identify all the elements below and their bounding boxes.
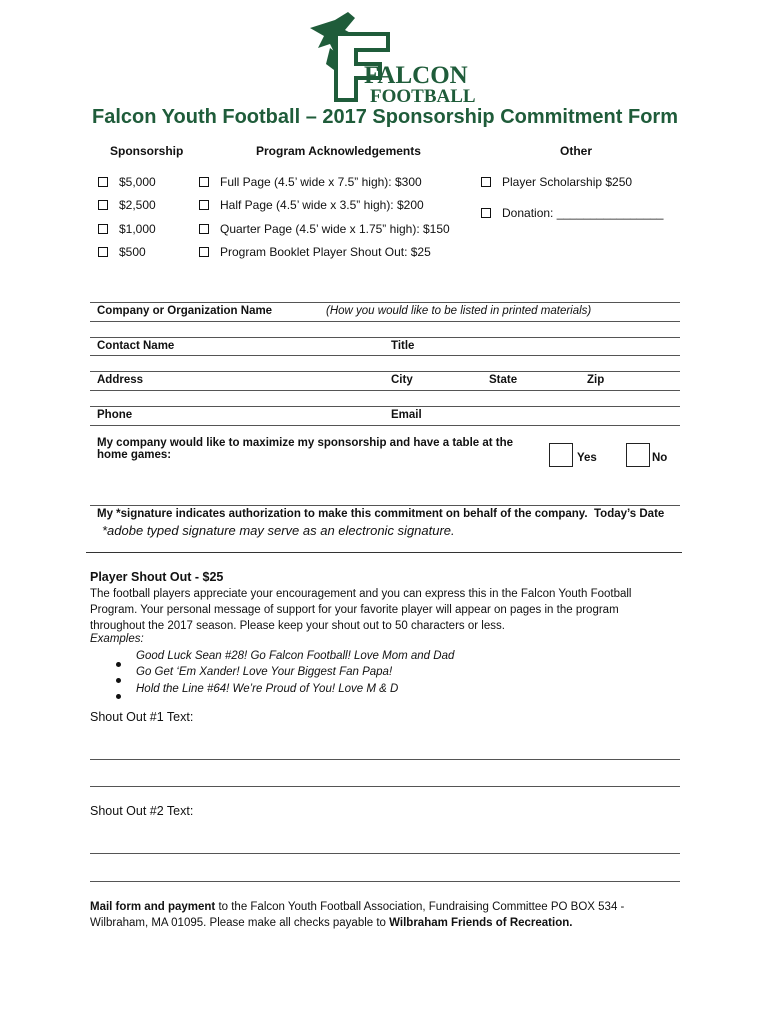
signature-label: My *signature indicates authorization to make this commitment on behalf of the company.: [97, 508, 588, 520]
section-divider: [86, 552, 682, 553]
company-hint: (How you would like to be listed in printed materials): [326, 305, 592, 317]
table-question: My company would like to maximize my sponsorship and have a table at the home games:: [97, 437, 514, 461]
sponsorship-option[interactable]: $5,000: [98, 175, 156, 189]
yes-checkbox[interactable]: [549, 443, 573, 467]
city-label: City: [391, 374, 413, 386]
phone-label: Phone: [97, 409, 133, 421]
phone-input-line[interactable]: [90, 425, 680, 426]
sponsorship-column-heading: Sponsorship: [110, 144, 184, 158]
no-label: No: [652, 452, 668, 464]
sponsorship-option[interactable]: $500: [98, 245, 146, 259]
checkbox[interactable]: [199, 247, 209, 257]
shoutout1-input-line-2[interactable]: [90, 786, 680, 787]
field-divider: [90, 337, 680, 338]
email-label: Email: [391, 409, 422, 421]
shoutout1-label: Shout Out #1 Text:: [90, 710, 194, 724]
other-option-donation[interactable]: Donation: ________________: [481, 206, 663, 220]
shoutout2-input-line-2[interactable]: [90, 881, 680, 882]
date-label: Today’s Date: [594, 508, 665, 520]
checkbox[interactable]: [98, 177, 108, 187]
example-item: Good Luck Sean #28! Go Falcon Football! Love Mom and Dad: [136, 650, 455, 662]
form-title: Falcon Youth Football – 2017 Sponsorship Commitment Form: [92, 106, 678, 128]
checkbox[interactable]: [199, 177, 209, 187]
shoutout-heading: Player Shout Out - $25: [90, 570, 224, 584]
contact-name-label: Contact Name: [97, 340, 175, 352]
title-label: Title: [391, 340, 415, 352]
state-label: State: [489, 374, 518, 386]
acknowledgements-column-heading: Program Acknowledgements: [256, 144, 421, 158]
example-item: Go Get ‘Em Xander! Love Your Biggest Fan Papa!: [136, 666, 393, 678]
mailing-instructions: Mail form and payment to the Falcon Youth Football Association, Fundraising Committee PO BOX 534 - Wilbraham, MA 01095. Please make all checks payable to Wilbraham Friends of Recreation.: [90, 901, 625, 929]
yes-label: Yes: [577, 452, 597, 464]
acknowledgement-option[interactable]: Quarter Page (4.5’ wide x 1.75” high): $150: [199, 222, 450, 236]
field-divider: [90, 302, 680, 303]
sponsorship-option[interactable]: $2,500: [98, 198, 156, 212]
signature-note: *adobe typed signature may serve as an electronic signature.: [102, 523, 455, 538]
other-option-scholarship[interactable]: Player Scholarship $250: [481, 175, 632, 189]
examples-label: Examples:: [90, 633, 144, 645]
signature-line[interactable]: [90, 505, 680, 506]
address-label: Address: [97, 374, 144, 386]
company-input-line[interactable]: [90, 321, 680, 322]
acknowledgement-option[interactable]: Half Page (4.5’ wide x 3.5” high): $200: [199, 198, 424, 212]
acknowledgement-option[interactable]: Program Booklet Player Shout Out: $25: [199, 245, 431, 259]
falcon-football-logo: [300, 8, 475, 106]
example-item: Hold the Line #64! We’re Proud of You! Love M & D: [136, 683, 399, 695]
zip-label: Zip: [587, 374, 605, 386]
shoutout2-label: Shout Out #2 Text:: [90, 804, 194, 818]
svg-text:FOOTBALL: FOOTBALL: [370, 86, 475, 106]
checkbox[interactable]: [98, 247, 108, 257]
shoutout-description: The football players appreciate your encouragement and you can express this in the Falcon Youth Football Program. Your personal message of support for your favorite player will appear on pages in the program throughout the 2017 season. Please keep your shout out to 50 characters or less.: [90, 588, 632, 632]
shoutout2-input-line[interactable]: [90, 853, 680, 854]
checkbox[interactable]: [98, 200, 108, 210]
shoutout1-input-line[interactable]: [90, 759, 680, 760]
sponsorship-option[interactable]: $1,000: [98, 222, 156, 236]
checkbox[interactable]: [199, 200, 209, 210]
field-divider: [90, 371, 680, 372]
checkbox[interactable]: [199, 224, 209, 234]
contact-input-line[interactable]: [90, 355, 680, 356]
bullet-icon: [116, 686, 121, 704]
company-label: Company or Organization Name: [97, 305, 273, 317]
field-divider: [90, 406, 680, 407]
svg-text:FALCON: FALCON: [364, 62, 468, 89]
acknowledgement-option[interactable]: Full Page (4.5’ wide x 7.5” high): $300: [199, 175, 422, 189]
checkbox[interactable]: [98, 224, 108, 234]
checkbox[interactable]: [481, 177, 491, 187]
checkbox[interactable]: [481, 208, 491, 218]
other-column-heading: Other: [560, 144, 593, 158]
address-input-line[interactable]: [90, 390, 680, 391]
no-checkbox[interactable]: [626, 443, 650, 467]
